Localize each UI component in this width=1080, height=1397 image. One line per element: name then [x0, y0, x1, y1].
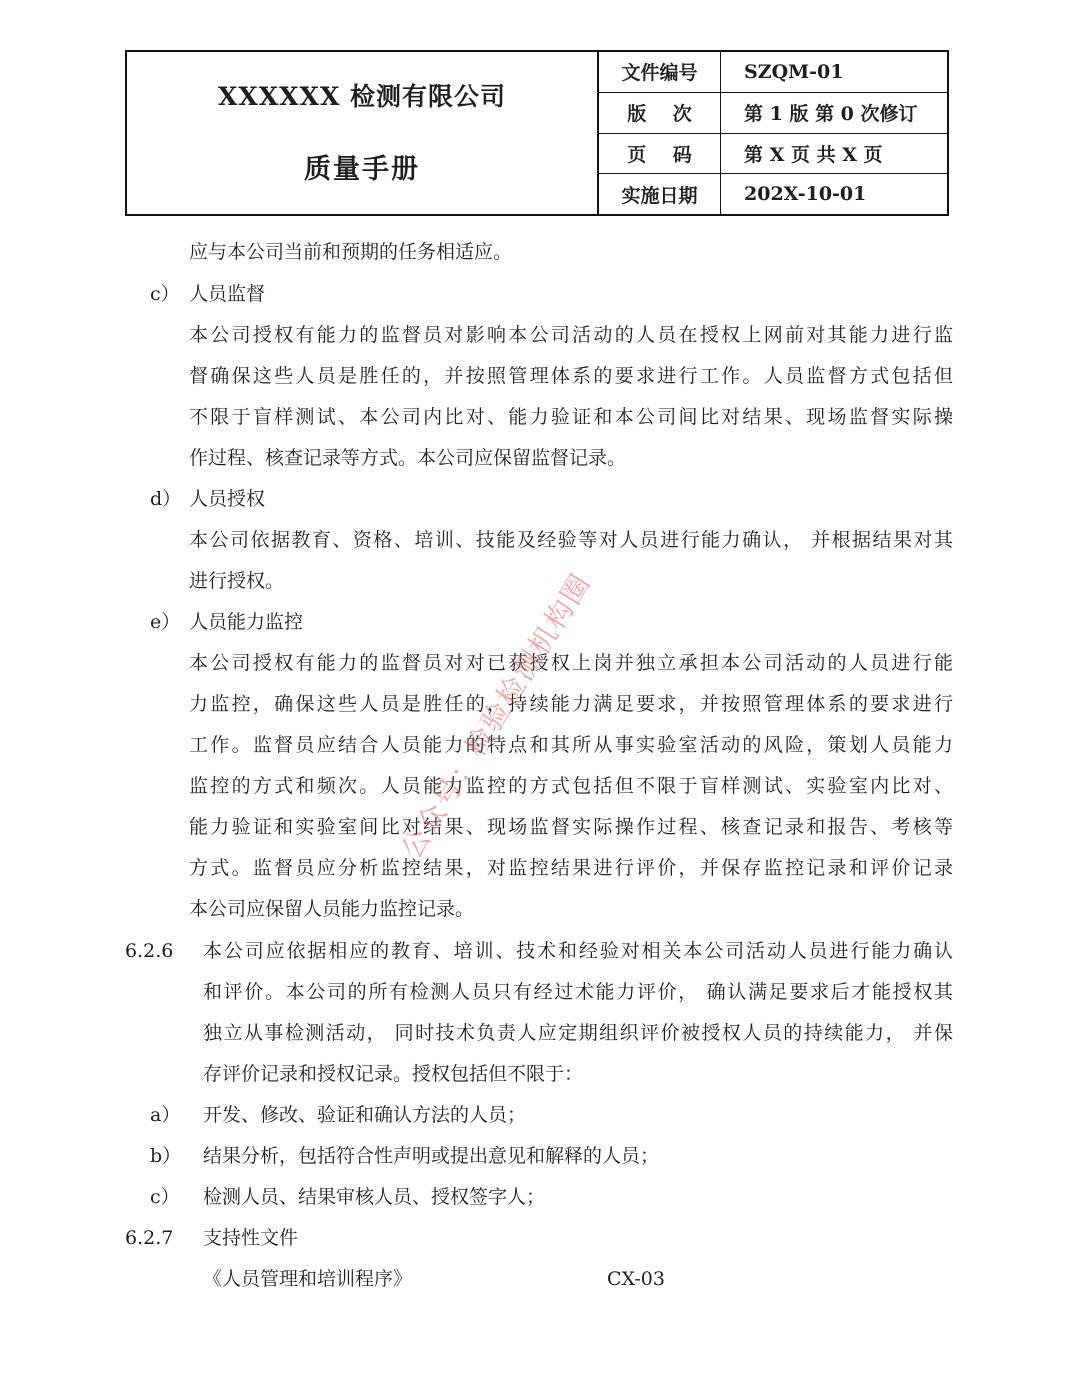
- paragraph-line: 监控的方式和频次。人员能力监控的方式包括但不限于盲样测试、实验室内比对、: [189, 775, 953, 797]
- section-heading-supervision: 人员监督: [189, 283, 266, 305]
- header-info-block: [599, 52, 947, 214]
- paragraph-line: 不限于盲样测试、本公司内比对、能力验证和本公司间比对结果、现场监督实际操: [189, 406, 953, 428]
- paragraph-line: 本公司应依据相应的教育、培训、技术和经验对相关本公司活动人员进行能力确认: [203, 940, 953, 962]
- company-name: XXXXXX 检测有限公司: [217, 81, 507, 111]
- paragraph-line: 作过程、核查记录等方式。本公司应保留监督记录。: [189, 447, 627, 469]
- item-marker: a）: [150, 1104, 181, 1126]
- header-label: 实施日期: [599, 174, 721, 214]
- document-header-table: [125, 50, 949, 216]
- header-value: 第 X 页 共 X 页: [744, 143, 883, 166]
- paragraph-line: 工作。监督员应结合人员能力的特点和其所从事实验室活动的风险，策划人员能力: [189, 734, 953, 756]
- header-title-block: [127, 52, 599, 214]
- paragraph-line: 督确保这些人员是胜任的，并按照管理体系的要求进行工作。人员监督方式包括但: [189, 365, 953, 387]
- paragraph-line: 本公司依据教育、资格、培训、技能及经验等对人员进行能力确认， 并根据结果对其: [189, 529, 953, 551]
- header-value: SZQM-01: [744, 60, 844, 83]
- header-row-page: [599, 134, 947, 175]
- item-marker: c）: [150, 283, 180, 305]
- manual-title: 质量手册: [304, 153, 420, 185]
- paragraph-line: 本公司授权有能力的监督员对对已获授权上岗并独立承担本公司活动的人员进行能: [189, 652, 953, 674]
- header-value: 第 1 版 第 0 次修订: [744, 103, 918, 126]
- header-row-version: [599, 93, 947, 134]
- header-row-doc-number: [599, 52, 947, 93]
- paragraph-line: 本公司应保留人员能力监控记录。: [189, 898, 475, 920]
- paragraph-line: 独立从事检测活动， 同时技术负责人应定期组织评价被授权人员的持续能力， 并保: [203, 1022, 953, 1044]
- paragraph-line: 方式。监督员应分析监控结果，对监控结果进行评价，并保存监控记录和评价记录: [189, 857, 953, 879]
- paragraph-line: 存评价记录和授权记录。授权包括但不限于：: [203, 1063, 584, 1085]
- item-marker: e）: [150, 611, 181, 633]
- list-item: 开发、修改、验证和确认方法的人员；: [203, 1104, 527, 1126]
- section-heading-authorization: 人员授权: [189, 488, 266, 510]
- clause-number: 6.2.6: [125, 940, 174, 962]
- clause-number: 6.2.7: [125, 1227, 174, 1249]
- paragraph-line: 力监控，确保这些人员是胜任的，持续能力满足要求，并按照管理体系的要求进行: [189, 693, 953, 715]
- paragraph-line: 进行授权。: [189, 570, 285, 592]
- header-label: 文件编号: [599, 52, 721, 92]
- item-marker: d）: [150, 488, 182, 510]
- header-value: 202X-10-01: [744, 183, 867, 206]
- list-item: 结果分析，包括符合性声明或提出意见和解释的人员；: [203, 1145, 660, 1167]
- section-heading-monitoring: 人员能力监控: [189, 611, 304, 633]
- list-item: 检测人员、结果审核人员、授权签字人；: [203, 1186, 546, 1208]
- paragraph-line: 能力验证和实验室间比对结果、现场监督实际操作过程、核查记录和报告、考核等: [189, 816, 953, 838]
- item-marker: b）: [150, 1145, 182, 1167]
- paragraph-line: 和评价。本公司的所有检测人员只有经过术能力评价， 确认满足要求后才能授权其: [203, 981, 953, 1003]
- item-marker: c）: [150, 1186, 180, 1208]
- paragraph-line: 本公司授权有能力的监督员对影响本公司活动的人员在授权上网前对其能力进行监: [189, 324, 953, 346]
- header-label: 页 码: [599, 134, 721, 174]
- supporting-doc-name: 《人员管理和培训程序》: [203, 1268, 413, 1290]
- header-row-effective-date: [599, 174, 947, 214]
- section-heading-support-docs: 支持性文件: [203, 1227, 299, 1249]
- watermark-text: 公众号：检验检测机构圈: [394, 567, 598, 865]
- supporting-doc-code: CX-03: [607, 1268, 665, 1290]
- header-label: 版 次: [599, 93, 721, 133]
- intro-line: 应与本公司当前和预期的任务相适应。: [189, 241, 513, 263]
